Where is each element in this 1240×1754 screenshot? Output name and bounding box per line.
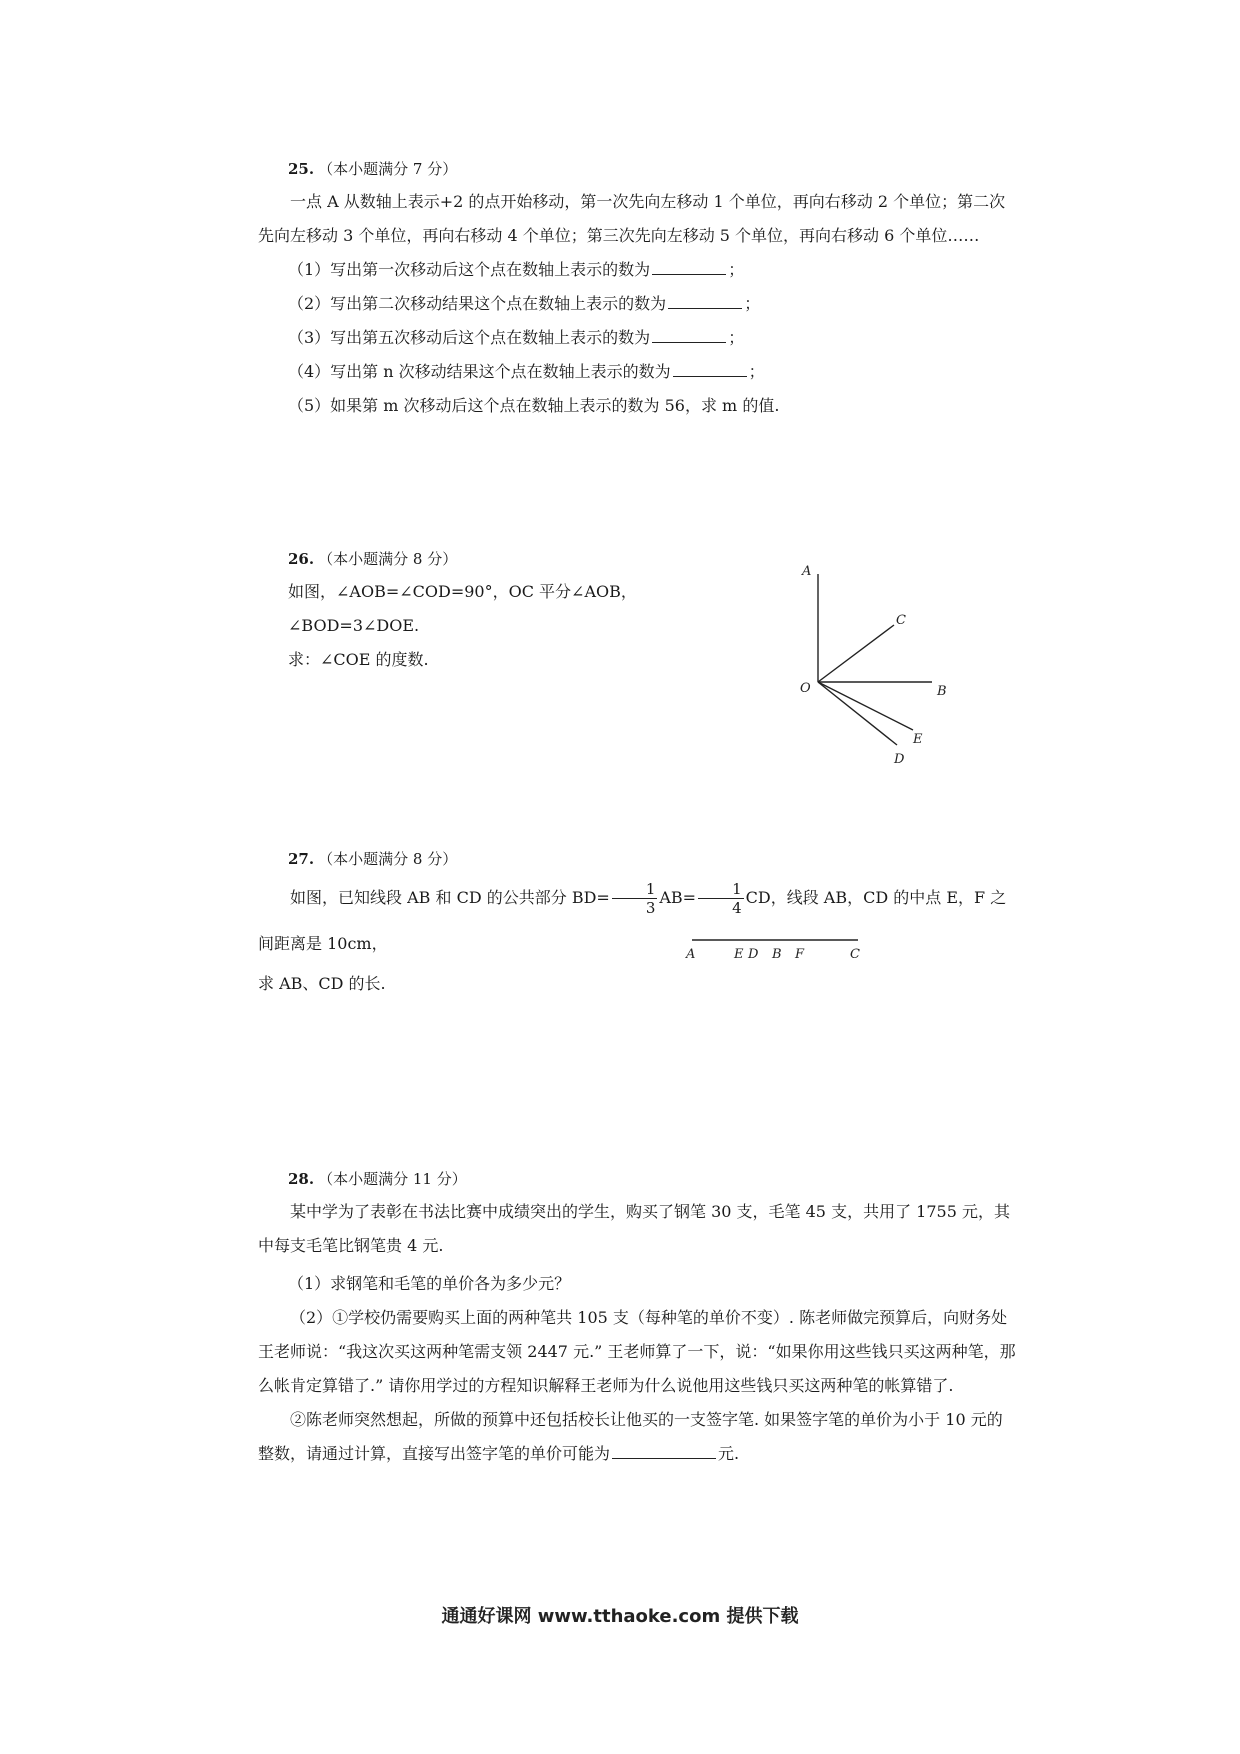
question-score: （本小题满分 8 分） xyxy=(318,550,458,568)
fraction-one-fourth: $\frac{1}{4}$ xyxy=(698,880,744,917)
label-point-a: A xyxy=(686,947,696,962)
question-28 xyxy=(258,1168,1018,1471)
question-number: 26. xyxy=(288,550,315,568)
question-28-part-2a: （2）①学校仍需要购买上面的两种笔共 105 支（每种笔的单价不变）. 陈老师做完预算后，向财务处王老师说：“我这次买这两种笔需支领 2447 元.” 王老师算了一下，说：“如果你用这些钱只买这两种笔，那么帐肯定算错了.” 请你用学过的方程知识解释王老师为什么说他用这些钱只买这两种笔的帐算错了. xyxy=(258,1308,1016,1395)
question-26-line-1: 如图，∠AOB=∠COD=90°，OC 平分∠AOB，∠BOD=3∠DOE. xyxy=(288,582,637,635)
question-26-header xyxy=(288,548,728,569)
question-28-intro: 某中学为了表彰在书法比赛中成绩突出的学生，购买了钢笔 30 支，毛笔 45 支，共用了 1755 元，其中每支毛笔比钢笔贵 4 元. xyxy=(258,1202,1010,1255)
label-point-d: D xyxy=(748,947,759,962)
label-point-c: C xyxy=(896,613,906,628)
label-point-e: E xyxy=(734,947,744,962)
label-point-b: B xyxy=(937,684,947,699)
answer-blank xyxy=(652,341,726,343)
question-27-line-2: 求 AB、CD 的长. xyxy=(258,974,386,993)
question-number: 27. xyxy=(288,850,315,868)
answer-blank xyxy=(668,307,742,309)
question-26-line-2: 求：∠COE 的度数. xyxy=(288,650,429,669)
question-25-item-1: （1）写出第一次移动后这个点在数轴上表示的数为 ； xyxy=(288,260,745,279)
question-25-item-2: （2）写出第二次移动结果这个点在数轴上表示的数为 ； xyxy=(288,294,761,313)
ray-od xyxy=(818,682,897,745)
label-point-f: F xyxy=(795,947,805,962)
answer-blank xyxy=(673,375,747,377)
question-28-header xyxy=(288,1168,1018,1189)
question-25-item-4: （4）写出第 n 次移动结果这个点在数轴上表示的数为 ； xyxy=(288,362,765,381)
label-point-a: A xyxy=(802,564,812,579)
question-25-header xyxy=(288,158,1018,179)
label-point-o: O xyxy=(800,681,811,696)
segment-diagram xyxy=(680,928,880,968)
question-score: （本小题满分 7 分） xyxy=(318,160,458,178)
question-25-intro: 一点 A 从数轴上表示+2 的点开始移动，第一次先向左移动 1 个单位，再向右移动 2 个单位；第二次先向左移动 3 个单位，再向右移动 4 个单位；第三次先向左移动 5 个单位，再向右移动 6 个单位…… xyxy=(258,192,1006,245)
angle-diagram xyxy=(780,560,980,780)
question-27 xyxy=(258,848,1018,1001)
question-28-part-1: （1）求钢笔和毛笔的单价各为多少元？ xyxy=(288,1274,571,1293)
question-28-part-2b: ②陈老师突然想起，所做的预算中还包括校长让他买的一支签字笔. 如果签字笔的单价为小于 10 元的整数，请通过计算，直接写出签字笔的单价可能为 元. xyxy=(258,1410,1003,1463)
source-footer: 通通好课网 www.tthaoke.com 提供下载 xyxy=(441,1606,799,1627)
ray-oc xyxy=(818,625,894,682)
question-27-line-1: 如图，已知线段 AB 和 CD 的公共部分 BD= $\frac{1}{3}$ AB= $\frac{1}{4}$ CD，线段 AB，CD 的中点 E，F 之间距离是 10cm， xyxy=(258,880,1007,953)
label-point-e: E xyxy=(913,732,923,747)
question-25-item-5: （5）如果第 m 次移动后这个点在数轴上表示的数为 56，求 m 的值. xyxy=(288,396,780,415)
question-25 xyxy=(258,158,1018,423)
answer-blank xyxy=(612,1457,716,1459)
label-point-d: D xyxy=(894,752,905,767)
answer-blank xyxy=(652,273,726,275)
fraction-one-third: $\frac{1}{3}$ xyxy=(612,880,658,917)
ray-oe xyxy=(818,682,913,730)
question-score: （本小题满分 8 分） xyxy=(318,850,458,868)
label-point-b: B xyxy=(772,947,782,962)
label-point-c: C xyxy=(850,947,860,962)
question-number: 25. xyxy=(288,160,315,178)
question-26 xyxy=(258,548,728,677)
question-number: 28. xyxy=(288,1170,315,1188)
question-score: （本小题满分 11 分） xyxy=(318,1170,467,1188)
question-25-item-3: （3）写出第五次移动后这个点在数轴上表示的数为 ； xyxy=(288,328,745,347)
question-27-header xyxy=(288,848,1018,869)
